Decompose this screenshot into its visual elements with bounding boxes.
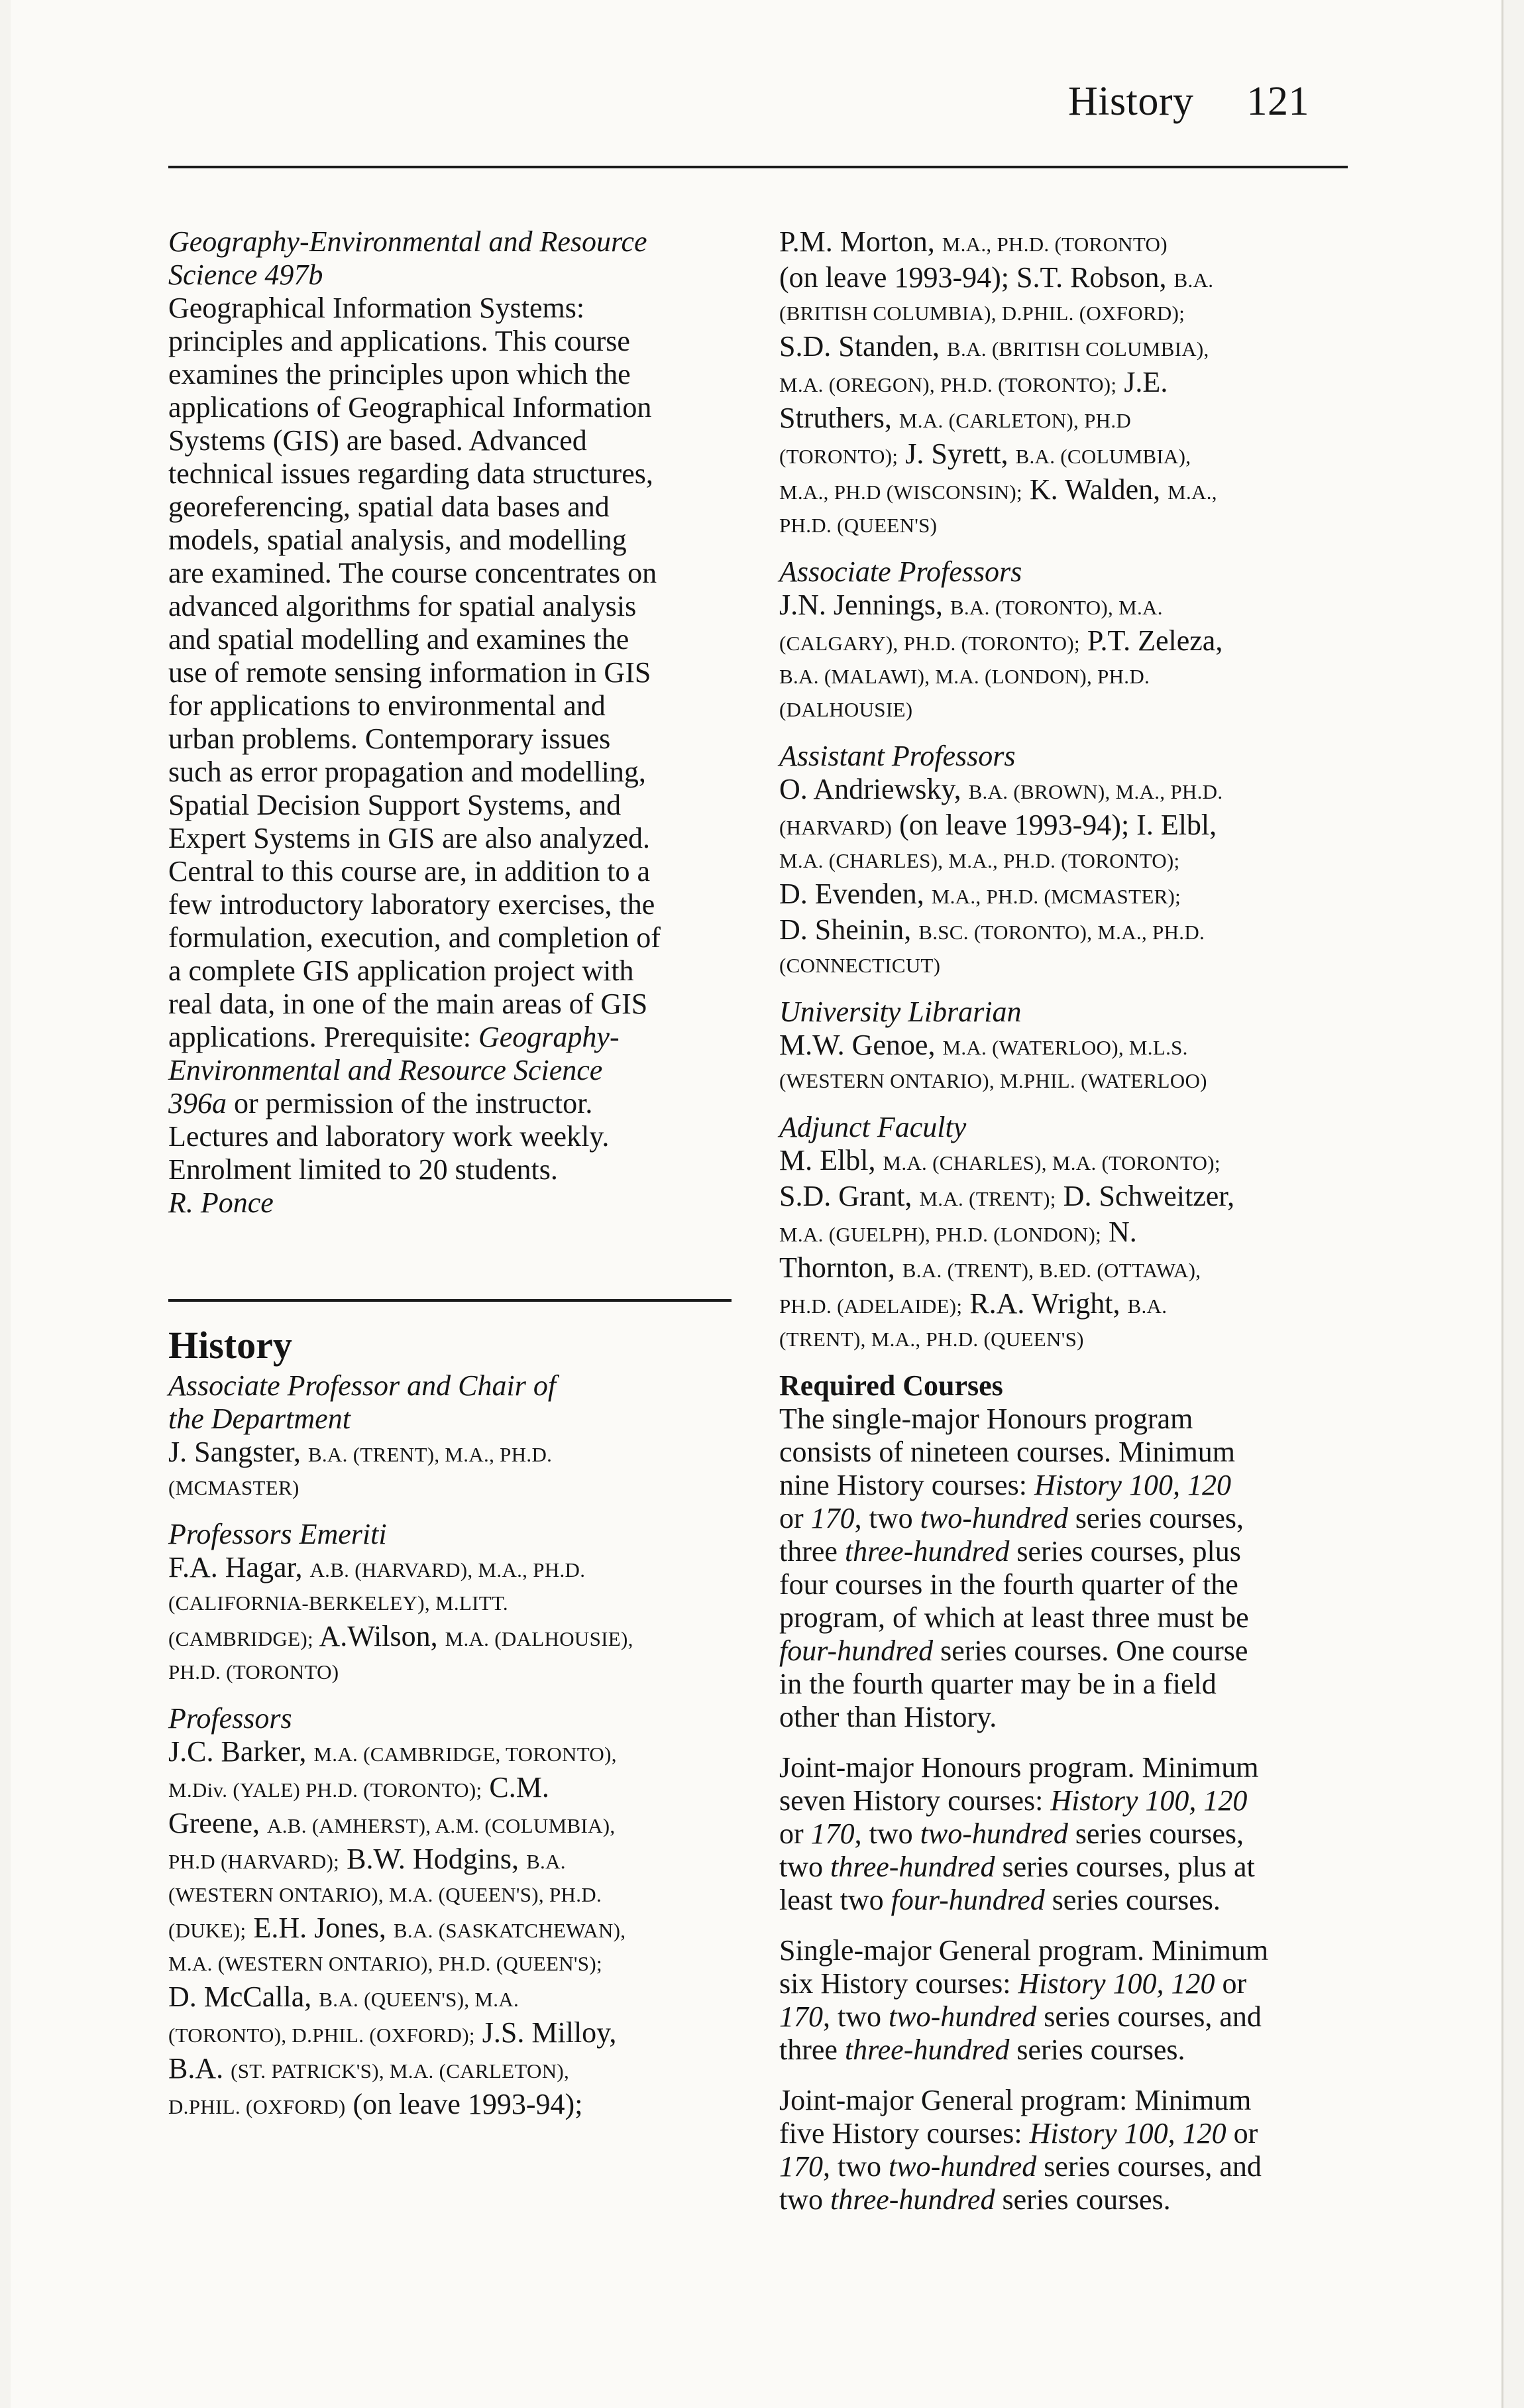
course-ref: History 100, 120 [1029, 2117, 1226, 2150]
para-line [779, 2000, 1349, 2034]
text-run: or [779, 1817, 811, 1850]
faculty-name: Greene, [168, 1807, 260, 1839]
calendar-page [11, 0, 1503, 2408]
rank-emeriti: Professors Emeriti [168, 1518, 387, 1550]
para-line: other than History. [779, 1701, 997, 1733]
faculty-name: A.Wilson, [319, 1620, 438, 1652]
faculty-emeriti [168, 1518, 738, 1689]
description-line: models, spatial analysis, and modelling [168, 524, 627, 556]
text-run: or [779, 1502, 811, 1534]
faculty-credentials: B.A. (BRITISH COLUMBIA), [947, 337, 1209, 361]
para-line: program, of which at least three must be [779, 1601, 1249, 1634]
prof-line-9 [168, 2016, 738, 2052]
description-line: use of remote sensing information in GIS [168, 656, 651, 689]
prereq-lead: applications. Prerequisite: [168, 1021, 478, 1053]
description-line: advanced algorithms for spatial analysis [168, 590, 637, 622]
faculty-credentials: M.A. (CARLETON), PH.D [898, 409, 1132, 432]
a-line-1 [779, 589, 1349, 624]
faculty-name: J.N. Jennings, [779, 589, 943, 621]
text-run: series courses. One course [933, 1634, 1248, 1667]
faculty-name: S.D. Grant, [779, 1180, 912, 1212]
text-run: series courses. [1044, 1884, 1221, 1916]
course-ref: two-hundred [920, 1502, 1068, 1534]
course-ref: two-hundred [889, 2000, 1037, 2033]
faculty-name: M. Elbl, [779, 1144, 876, 1176]
section-title-history: History [168, 1324, 292, 1367]
faculty-credentials: M.A., PH.D. (MCMASTER); [931, 885, 1181, 908]
running-head-section: History [1068, 79, 1194, 124]
faculty-name: E.H. Jones, [253, 1912, 386, 1944]
faculty-credentials: (CALGARY), PH.D. (TORONTO); [779, 632, 1080, 655]
requirement-paragraph [779, 1403, 1349, 1734]
course-title-line-1: Geography-Environmental and Resource [168, 225, 647, 258]
para-line [779, 2150, 1349, 2183]
description-line: examines the principles upon which the [168, 358, 631, 390]
course-ref: two-hundred [920, 1817, 1068, 1850]
faculty-credentials: M.A. (TRENT); [919, 1187, 1056, 1210]
faculty-credentials: M.A. (WESTERN ONTARIO), PH.D. (QUEEN'S); [168, 1952, 602, 1975]
section-rule [168, 1299, 732, 1302]
faculty-name: P.T. Zeleza, [1087, 624, 1223, 657]
faculty-name: N. [1109, 1216, 1137, 1248]
faculty-credentials: M.A. (CHARLES), M.A., PH.D. (TORONTO); [779, 849, 1180, 872]
prereq-tail: or permission of the instructor. [227, 1087, 593, 1119]
course-ref: three-hundred [830, 2183, 995, 2216]
course-ref: History 100, 120 [1018, 1967, 1215, 2000]
text-run: series courses. [995, 2183, 1171, 2216]
course-ref: four-hundred [779, 1634, 934, 1667]
prof-line-11 [168, 2088, 738, 2124]
prof-line-3 [168, 1807, 738, 1843]
faculty-name: D. Evenden, [779, 878, 924, 910]
text-run: series courses, [1067, 1502, 1244, 1534]
course-ref: History 100, 120 [1050, 1784, 1248, 1817]
faculty-credentials: (BRITISH COLUMBIA), D.PHIL. (OXFORD); [779, 302, 1185, 325]
course-ref: 170 [810, 1502, 855, 1534]
emeriti-line-1 [168, 1551, 738, 1587]
r-line-5 [779, 366, 1349, 402]
faculty-credentials: (DALHOUSIE) [779, 698, 913, 721]
right-column [779, 225, 1349, 2234]
para-line [779, 1851, 1349, 1884]
s-line-4 [779, 878, 1349, 913]
faculty-credentials: M.Div. (YALE) PH.D. (TORONTO); [168, 1778, 482, 1802]
prof-line-4 [168, 1843, 738, 1878]
r-line-1 [779, 225, 1349, 261]
running-head [1068, 78, 1309, 125]
description-line: for applications to environmental and [168, 689, 606, 722]
faculty-name: D. Schweitzer, [1063, 1180, 1235, 1212]
faculty-credentials: B.A. (COLUMBIA), [1015, 445, 1191, 468]
faculty-credentials: B.A. [168, 2052, 224, 2085]
faculty-credentials: B.A. (TORONTO), M.A. [950, 596, 1163, 619]
description-line: Geographical Information Systems: [168, 292, 585, 324]
prof-line-6 [168, 1912, 738, 1947]
j-line-1 [779, 1144, 1349, 1180]
description-line: georeferencing, spatial data bases and [168, 490, 610, 523]
text-run: least two [779, 1884, 891, 1916]
faculty-credentials: PH.D. (QUEEN'S) [779, 514, 938, 537]
faculty-name: (on leave 1993-94); I. Elbl, [899, 809, 1217, 841]
faculty-credentials: (ST. PATRICK'S), M.A. (CARLETON), [231, 2059, 570, 2083]
faculty-name: J.S. Milloy, [482, 2016, 617, 2049]
course-ref: History 100, 120 [1034, 1469, 1231, 1501]
requirement-paragraph [779, 1751, 1349, 1917]
faculty-name: D. McCalla, [168, 1980, 312, 2013]
faculty-credentials: D.PHIL. (OXFORD) [168, 2095, 346, 2118]
description-line: principles and applications. This course [168, 325, 630, 357]
rank-chair-line-1: Associate Professor and Chair of [168, 1369, 557, 1402]
r-line-7 [779, 437, 1349, 473]
faculty-credentials: (WESTERN ONTARIO), M.A. (QUEEN'S), PH.D. [168, 1883, 602, 1906]
faculty-name: C.M. [489, 1771, 549, 1804]
course-title-line-2: Science 497b [168, 258, 323, 291]
s-line-2 [779, 809, 1349, 844]
j-line-3 [779, 1216, 1349, 1251]
para-line: Joint-major Honours program. Minimum [779, 1751, 1259, 1784]
faculty-name: J.E. [1124, 366, 1168, 398]
para-line: Joint-major General program: Minimum [779, 2084, 1252, 2116]
course-ref: two-hundred [889, 2150, 1037, 2183]
text-run: , two [854, 1817, 920, 1850]
text-run: two [779, 2183, 830, 2216]
para-line [779, 2034, 1349, 2067]
prof-line-2 [168, 1771, 738, 1807]
rank-assistant: Assistant Professors [779, 740, 1016, 772]
para-line [779, 2117, 1349, 2150]
description-line: Central to this course are, in addition to a [168, 855, 651, 888]
text-run: or [1226, 2117, 1258, 2150]
faculty-credentials: B.A. [1173, 268, 1214, 292]
faculty-credentials: (WESTERN ONTARIO), M.PHIL. (WATERLOO) [779, 1069, 1207, 1092]
r-line-2 [779, 261, 1349, 297]
description-line: applications of Geographical Information [168, 391, 652, 424]
text-run: , two [854, 1502, 920, 1534]
faculty-credentials: (CALIFORNIA-BERKELEY), M.LITT. [168, 1591, 508, 1615]
s-line-1 [779, 773, 1349, 809]
faculty-credentials: (TRENT), M.A., PH.D. (QUEEN'S) [779, 1328, 1084, 1351]
requirement-paragraph [779, 1934, 1349, 2067]
para-line [779, 2183, 1349, 2216]
faculty-credentials: B.A. [526, 1850, 566, 1873]
para-line [779, 1967, 1349, 2000]
required-courses-heading: Required Courses [779, 1369, 1003, 1402]
text-run: series courses, and [1036, 2000, 1262, 2033]
description-line: a complete GIS application project with [168, 954, 634, 987]
faculty-credentials: (HARVARD) [779, 816, 893, 839]
rank-associate: Associate Professors [779, 555, 1022, 588]
faculty-chair [168, 1369, 738, 1505]
faculty-credentials: M.A. (DALHOUSIE), [445, 1627, 633, 1650]
text-run: series courses, [1067, 1817, 1244, 1850]
faculty-credentials: A.B. (HARVARD), M.A., PH.D. [309, 1558, 586, 1581]
prof-line-1 [168, 1735, 738, 1771]
course-entry [168, 225, 738, 1220]
description-line: such as error propagation and modelling, [168, 756, 646, 788]
s-line-5 [779, 913, 1349, 949]
prereq-line-1 [168, 1021, 738, 1054]
course-ref: 170 [810, 1817, 855, 1850]
faculty-name: K. Walden, [1029, 473, 1161, 506]
enrolment-line: Enrolment limited to 20 students. [168, 1153, 558, 1186]
text-run: series courses, plus at [995, 1851, 1255, 1883]
l-line-1 [779, 1029, 1349, 1064]
para-line [779, 1784, 1349, 1817]
text-run: , two [823, 2150, 889, 2183]
description-line: real data, in one of the main areas of GIS [168, 988, 648, 1020]
para-line: The single-major Honours program [779, 1403, 1193, 1435]
course-ref: three-hundred [844, 2034, 1010, 2066]
faculty-adjunct [779, 1111, 1349, 1356]
para-line [779, 1502, 1349, 1535]
prof-line-10 [168, 2052, 738, 2088]
description-line: Expert Systems in GIS are also analyzed. [168, 822, 651, 854]
text-run: five History courses: [779, 2117, 1030, 2150]
left-column [168, 225, 738, 2137]
leave-note: (on leave 1993-94); [353, 2088, 583, 2120]
faculty-name: S.D. Standen, [779, 330, 940, 363]
prereq-line-2: Environmental and Resource Science [168, 1054, 603, 1086]
page-number: 121 [1246, 79, 1309, 124]
para-line [779, 1634, 1349, 1668]
faculty-credentials: A.B. (AMHERST), A.M. (COLUMBIA), [267, 1814, 616, 1837]
description-line: Systems (GIS) are based. Advanced [168, 424, 587, 457]
rank-librarian: University Librarian [779, 996, 1022, 1028]
faculty-name: M.W. Genoe, [779, 1029, 936, 1061]
faculty-name: Thornton, [779, 1251, 895, 1284]
description-line: and spatial modelling and examines the [168, 623, 629, 656]
faculty-credentials: M.A. (CHARLES), M.A. (TORONTO); [883, 1151, 1221, 1175]
course-ref: three-hundred [830, 1851, 995, 1883]
faculty-credentials: B.A. (SASKATCHEWAN), [393, 1919, 626, 1942]
faculty-credentials: B.A. [1127, 1294, 1168, 1318]
text-run: three [779, 1535, 845, 1568]
faculty-credentials: M.A., PH.D. (TORONTO) [942, 233, 1168, 256]
text-run: six History courses: [779, 1967, 1018, 2000]
faculty-librarian [779, 996, 1349, 1098]
j-line-4 [779, 1251, 1349, 1287]
course-ref: three-hundred [844, 1535, 1010, 1568]
faculty-name: R.A. Wright, [969, 1287, 1120, 1320]
description-line: Spatial Decision Support Systems, and [168, 789, 622, 821]
para-line: Single-major General program. Minimum [779, 1934, 1269, 1967]
faculty-professors [168, 1702, 738, 2124]
text-run: series courses, plus [1009, 1535, 1241, 1568]
prof-line-8 [168, 1980, 738, 2016]
text-run: or [1215, 1967, 1247, 2000]
faculty-credentials: B.A. (TRENT), B.ED. (OTTAWA), [902, 1259, 1201, 1282]
faculty-credentials: (DUKE); [168, 1919, 246, 1942]
instructor-name: R. Ponce [168, 1186, 274, 1219]
faculty-name: B.W. Hodgins, [347, 1843, 519, 1875]
para-line [779, 1469, 1349, 1502]
faculty-name: P.M. Morton, [779, 225, 935, 258]
course-ref: 170 [779, 2000, 823, 2033]
faculty-credentials: PH.D. (ADELAIDE); [779, 1294, 963, 1318]
para-line: consists of nineteen courses. Minimum [779, 1436, 1236, 1468]
faculty-credentials: B.A. (QUEEN'S), M.A. [319, 1988, 519, 2011]
text-run: three [779, 2034, 845, 2066]
faculty-name: F.A. Hagar, [168, 1551, 303, 1583]
j-line-5 [779, 1287, 1349, 1323]
para-line [779, 1884, 1349, 1917]
faculty-credentials: (MCMASTER) [168, 1476, 299, 1499]
lectures-line: Lectures and laboratory work weekly. [168, 1120, 610, 1153]
faculty-name: O. Andriewsky, [779, 773, 961, 805]
course-ref: four-hundred [891, 1884, 1045, 1916]
rank-professors: Professors [168, 1702, 292, 1735]
faculty-credentials: PH.D (HARVARD); [168, 1850, 340, 1873]
header-rule [168, 166, 1348, 168]
faculty-credentials: M.A., PH.D (WISCONSIN); [779, 481, 1022, 504]
r-line-8 [779, 473, 1349, 509]
a-line-2 [779, 624, 1349, 660]
description-line: are examined. The course concentrates on [168, 557, 657, 589]
para-line: four courses in the fourth quarter of the [779, 1568, 1238, 1601]
faculty-credentials: (TORONTO), D.PHIL. (OXFORD); [168, 2024, 475, 2047]
faculty-name: (on leave 1993-94); S.T. Robson, [779, 261, 1167, 294]
rank-chair-line-2: the Department [168, 1403, 351, 1435]
text-run: series courses. [1009, 2034, 1185, 2066]
faculty-credentials: B.A. (TRENT), M.A., PH.D. [307, 1443, 553, 1466]
faculty-credentials: B.A. (BROWN), M.A., PH.D. [968, 780, 1223, 803]
description-line: formulation, execution, and completion of [168, 921, 661, 954]
faculty-credentials: M.A. (OREGON), PH.D. (TORONTO); [779, 373, 1117, 396]
faculty-credentials: (CONNECTICUT) [779, 954, 941, 977]
requirement-paragraph [779, 2084, 1349, 2216]
faculty-professors-cont [779, 225, 1349, 542]
faculty-credentials: B.SC. (TORONTO), M.A., PH.D. [918, 921, 1205, 944]
para-line [779, 1817, 1349, 1851]
faculty-name: D. Sheinin, [779, 913, 912, 946]
j-line-2 [779, 1180, 1349, 1216]
faculty-credentials: M.A. (WATERLOO), M.L.S. [942, 1036, 1188, 1059]
text-run: seven History courses: [779, 1784, 1051, 1817]
faculty-name: Struthers, [779, 402, 892, 434]
para-line: in the fourth quarter may be in a field [779, 1668, 1217, 1700]
text-run: two [779, 1851, 830, 1883]
para-line [779, 1535, 1349, 1568]
description-line: technical issues regarding data structures, [168, 457, 653, 490]
faculty-credentials: M.A. (CAMBRIDGE, TORONTO), [313, 1743, 617, 1766]
text-run: , two [823, 2000, 889, 2033]
r-line-4 [779, 330, 1349, 366]
course-ref: 170 [779, 2150, 823, 2183]
faculty-credentials: (CAMBRIDGE); [168, 1627, 313, 1650]
text-run: series courses, and [1036, 2150, 1262, 2183]
prereq-course-part: Geography- [478, 1021, 620, 1053]
faculty-assistant [779, 740, 1349, 982]
faculty-name: J. Syrett, [905, 437, 1008, 470]
faculty-credentials: M.A. (GUELPH), PH.D. (LONDON); [779, 1223, 1102, 1246]
faculty-credentials: (TORONTO); [779, 445, 898, 468]
course-description [168, 292, 738, 1021]
faculty-associate [779, 555, 1349, 726]
rank-adjunct: Adjunct Faculty [779, 1111, 967, 1143]
r-line-6 [779, 402, 1349, 437]
emeriti-line-3 [168, 1620, 738, 1656]
chair-entry [168, 1436, 738, 1471]
faculty-name: J. Sangster, [168, 1436, 301, 1468]
prereq-course-code: 396a [168, 1087, 227, 1119]
faculty-credentials: PH.D. (TORONTO) [168, 1660, 339, 1684]
faculty-credentials: M.A., [1168, 481, 1217, 504]
prereq-line-3 [168, 1087, 738, 1120]
faculty-name: J.C. Barker, [168, 1735, 307, 1768]
faculty-credentials: B.A. (MALAWI), M.A. (LONDON), PH.D. [779, 665, 1150, 688]
text-run: nine History courses: [779, 1469, 1034, 1501]
description-line: urban problems. Contemporary issues [168, 722, 611, 755]
description-line: few introductory laboratory exercises, the [168, 888, 655, 921]
